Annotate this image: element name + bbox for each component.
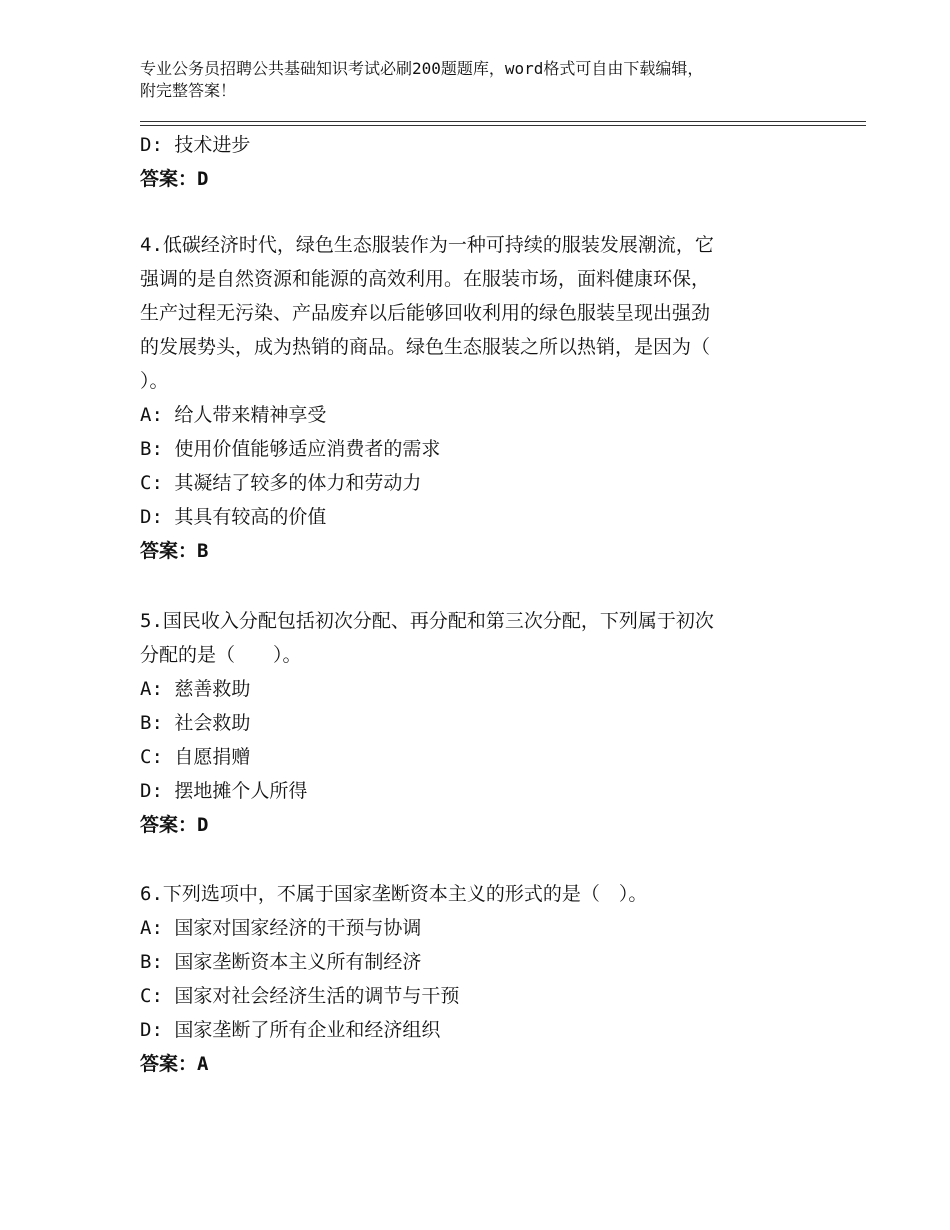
option-b: B: 国家垄断资本主义所有制经济 [140,951,422,973]
stem-line: 分配的是（ ）。 [140,644,302,666]
stem-line: 5.国民收入分配包括初次分配、再分配和第三次分配，下列属于初次 [140,610,714,632]
stem-line: 强调的是自然资源和能源的高效利用。在服装市场，面料健康环保， [140,268,711,290]
option-c: C: 其凝结了较多的体力和劳动力 [140,472,422,494]
question-stem [140,228,820,398]
header-line-1: 专业公务员招聘公共基础知识考试必刷200题题库，word格式可自由下载编辑， [140,59,704,78]
option-a: A: 给人带来精神享受 [140,404,327,426]
option-a: A: 国家对国家经济的干预与协调 [140,917,422,939]
page-header [140,58,800,102]
question-5 [140,604,820,842]
stem-line: 生产过程无污染、产品废弃以后能够回收利用的绿色服装呈现出强劲 [140,302,711,324]
question-6 [140,877,820,1081]
stem-line: 4.低碳经济时代，绿色生态服装作为一种可持续的服装发展潮流，它 [140,234,714,256]
option-d: D: 技术进步 [140,134,251,156]
option-d: D: 其具有较高的价值 [140,506,327,528]
stem-line: 的发展势头，成为热销的商品。绿色生态服装之所以热销，是因为（ [140,336,711,358]
header-divider-bottom [140,125,866,126]
answer-label: 答案：B [140,540,209,562]
option-b: B: 使用价值能够适应消费者的需求 [140,438,441,460]
stem-line: ）。 [140,370,169,392]
question-stem [140,877,820,911]
question-stem [140,604,820,672]
option-d: D: 摆地摊个人所得 [140,780,308,802]
answer-label: 答案：D [140,168,209,190]
option-d: D: 国家垄断了所有企业和经济组织 [140,1019,441,1041]
option-a: A: 慈善救助 [140,678,251,700]
header-divider-top [140,121,866,122]
previous-question-tail [140,128,250,196]
question-4 [140,228,820,568]
answer-label: 答案：A [140,1053,209,1075]
answer-label: 答案：D [140,814,209,836]
header-line-2: 附完整答案！ [140,81,237,100]
stem-line: 6.下列选项中，不属于国家垄断资本主义的形式的是（ ）。 [140,883,648,905]
option-c: C: 自愿捐赠 [140,746,251,768]
option-b: B: 社会救助 [140,712,251,734]
option-c: C: 国家对社会经济生活的调节与干预 [140,985,460,1007]
